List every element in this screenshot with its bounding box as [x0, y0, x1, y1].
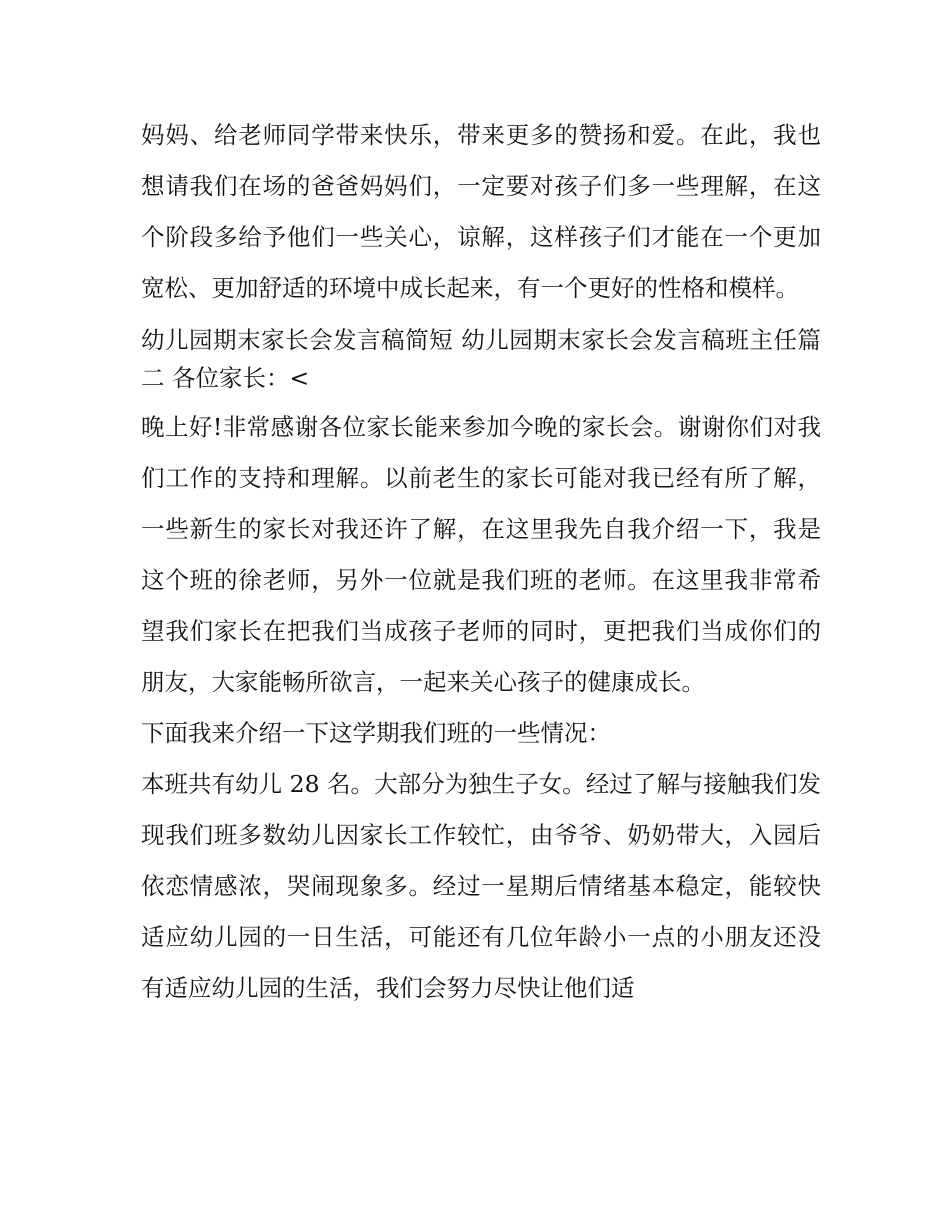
paragraph-class-situation: 本班共有幼儿 28 名。大部分为独生子女。经过了解与接触我们发现我们班多数幼儿因家长工作较忙，由爷爷、奶奶带大，入园后依恋情感浓，哭闹现象多。经过一星期后情绪基本稳定，能较快适应幼儿园的一日生活，可能还有几位年龄小一点的小朋友还没有适应幼儿园的生活，我们会努力尽快让他们适: [141, 770, 821, 1002]
paragraph-closing-remarks: 妈妈、给老师同学带来快乐，带来更多的赞扬和爱。在此，我也想请我们在场的爸爸妈妈们，一定要对孩子们多一些理解，在这个阶段多给予他们一些关心，谅解，这样孩子们才能在一个更加宽松、更加舒适的环境中成长起来，有一个更好的性格和模样。: [141, 121, 821, 302]
paragraph-intro-class: 下面我来介绍一下这学期我们班的一些情况：: [141, 719, 611, 747]
section-heading: 幼儿园期末家长会发言稿简短 幼儿园期末家长会发言稿班主任篇二 各位家长：<: [141, 326, 821, 392]
paragraph-greeting: 晚上好!非常感谢各位家长能来参加今晚的家长会。谢谢你们对我们工作的支持和理解。以前老生的家长可能对我已经有所了解，一些新生的家长对我还许了解，在这里我先自我介绍一下，我是这个班的徐老师，另外一位就是我们班的老师。在这里我非常希望我们家长在把我们当成孩子老师的同时，更把我们当成你们的朋友，大家能畅所欲言，一起来关心孩子的健康成长。: [141, 413, 821, 696]
document-body: [141, 110, 821, 1014]
